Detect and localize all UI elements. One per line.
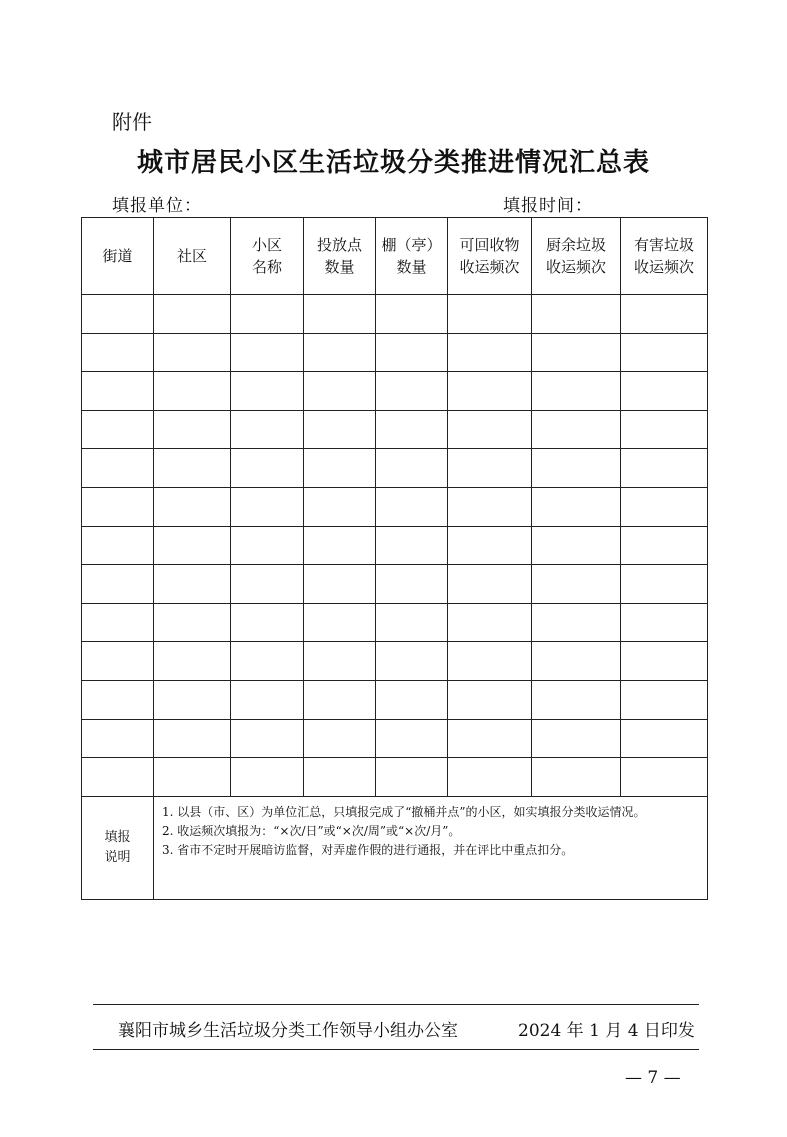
table-cell [82, 719, 154, 758]
table-row [82, 565, 708, 604]
table-cell [304, 680, 376, 719]
table-cell [231, 372, 304, 411]
table-cell [532, 295, 621, 334]
table-row [82, 526, 708, 565]
table-cell [448, 526, 532, 565]
table-cell [231, 295, 304, 334]
table-cell [621, 565, 708, 604]
table-row [82, 333, 708, 372]
table-cell [154, 642, 231, 681]
table-cell [231, 526, 304, 565]
table-cell [532, 410, 621, 449]
table-cell [448, 642, 532, 681]
table-cell [82, 449, 154, 488]
table-cell [532, 565, 621, 604]
table-cell [154, 295, 231, 334]
fill-time-label: 填报时间： [503, 196, 593, 216]
table-cell [532, 603, 621, 642]
header-community: 社区 [154, 218, 231, 295]
table-cell [621, 410, 708, 449]
table-cell [448, 372, 532, 411]
table-cell [532, 487, 621, 526]
table-cell [621, 758, 708, 797]
table-cell [231, 410, 304, 449]
table-cell [304, 449, 376, 488]
table-cell [448, 719, 532, 758]
table-cell [621, 642, 708, 681]
table-row [82, 603, 708, 642]
note-item: 3. 省市不定时开展暗访监督，对弄虚作假的进行通报，并在评比中重点扣分。 [162, 842, 574, 857]
table-row [82, 295, 708, 334]
table-cell [154, 565, 231, 604]
footer-date: 2024 年 1 月 4 日印发 [518, 1021, 695, 1041]
table-cell [532, 642, 621, 681]
table-cell [304, 758, 376, 797]
table-cell [532, 449, 621, 488]
header-street: 街道 [82, 218, 154, 295]
table-cell [304, 642, 376, 681]
notes-body [154, 796, 708, 899]
table-cell [82, 487, 154, 526]
table-cell [621, 487, 708, 526]
table-cell [82, 565, 154, 604]
table-row [82, 642, 708, 681]
table-cell [448, 680, 532, 719]
header-hazardous-waste-frequency: 有害垃圾 收运频次 [621, 218, 708, 295]
table-cell [376, 680, 448, 719]
table-cell [376, 410, 448, 449]
fill-unit-label: 填报单位： [112, 196, 202, 216]
header-kitchen-waste-frequency: 厨余垃圾 收运频次 [532, 218, 621, 295]
footer-issuer: 襄阳市城乡生活垃圾分类工作领导小组办公室 [118, 1021, 458, 1041]
table-cell [621, 526, 708, 565]
table-cell [448, 333, 532, 372]
table-cell [82, 680, 154, 719]
note-item: 1. 以县（市、区）为单位汇总，只填报完成了“撤桶并点”的小区，如实填报分类收运情况。 [162, 804, 646, 819]
table-cell [448, 410, 532, 449]
table-cell [448, 449, 532, 488]
table-cell [376, 565, 448, 604]
table-cell [376, 758, 448, 797]
table-cell [532, 333, 621, 372]
table-cell [154, 372, 231, 411]
table-cell [304, 526, 376, 565]
table-cell [532, 758, 621, 797]
header-drop-point-count: 投放点 数量 [304, 218, 376, 295]
table-cell [231, 333, 304, 372]
table-cell [82, 526, 154, 565]
table-cell [304, 410, 376, 449]
table-cell [621, 333, 708, 372]
table-cell [448, 295, 532, 334]
table-cell [304, 565, 376, 604]
table-cell [376, 372, 448, 411]
header-estate-name: 小区 名称 [231, 218, 304, 295]
table-cell [154, 449, 231, 488]
table-cell [448, 603, 532, 642]
table-cell [376, 487, 448, 526]
table-cell [82, 758, 154, 797]
table-cell [532, 372, 621, 411]
table-cell [304, 603, 376, 642]
header-shed-count: 棚（亭） 数量 [376, 218, 448, 295]
table-cell [231, 449, 304, 488]
table-cell [154, 410, 231, 449]
table-cell [376, 642, 448, 681]
table-cell [231, 758, 304, 797]
table-row [82, 719, 708, 758]
table-cell [376, 603, 448, 642]
table-cell [621, 719, 708, 758]
table-cell [448, 758, 532, 797]
table-cell [376, 295, 448, 334]
table-cell [448, 487, 532, 526]
table-cell [82, 410, 154, 449]
table-cell [532, 680, 621, 719]
notes-label: 填报 说明 [82, 796, 154, 899]
table-cell [231, 680, 304, 719]
table-cell [154, 487, 231, 526]
table-cell [304, 487, 376, 526]
table-cell [376, 449, 448, 488]
summary-table [81, 217, 708, 900]
table-row [82, 680, 708, 719]
table-cell [231, 487, 304, 526]
page-number: — 7 — [625, 1068, 681, 1088]
table-cell [154, 758, 231, 797]
table-cell [621, 680, 708, 719]
footer-top-rule [93, 1004, 699, 1005]
table-cell [231, 603, 304, 642]
table-cell [376, 719, 448, 758]
table-cell [82, 295, 154, 334]
table-row [82, 449, 708, 488]
table-cell [82, 372, 154, 411]
attachment-label: 附件 [112, 110, 152, 134]
table-cell [621, 372, 708, 411]
table-cell [82, 642, 154, 681]
table-cell [154, 333, 231, 372]
table-cell [82, 333, 154, 372]
header-recyclable-frequency: 可回收物 收运频次 [448, 218, 532, 295]
table-cell [532, 719, 621, 758]
notes-row [82, 796, 708, 899]
table-row [82, 372, 708, 411]
table-cell [231, 642, 304, 681]
table-cell [154, 680, 231, 719]
table-cell [376, 333, 448, 372]
table-row [82, 487, 708, 526]
table-row [82, 410, 708, 449]
table-row [82, 758, 708, 797]
table-cell [154, 719, 231, 758]
footer-bottom-rule [93, 1049, 699, 1050]
table-header-row [82, 218, 708, 295]
note-item: 2. 收运频次填报为：“×次/日”或“×次/周”或“×次/月”。 [162, 823, 461, 838]
table-cell [304, 295, 376, 334]
table-cell [154, 526, 231, 565]
page-title: 城市居民小区生活垃圾分类推进情况汇总表 [136, 148, 650, 178]
table-cell [621, 603, 708, 642]
table-cell [448, 565, 532, 604]
table-cell [304, 372, 376, 411]
table-cell [82, 603, 154, 642]
table-cell [304, 719, 376, 758]
table-cell [304, 333, 376, 372]
table-cell [154, 603, 231, 642]
table-cell [621, 295, 708, 334]
table-cell [231, 565, 304, 604]
table-cell [532, 526, 621, 565]
table-cell [621, 449, 708, 488]
table-cell [231, 719, 304, 758]
table-cell [376, 526, 448, 565]
